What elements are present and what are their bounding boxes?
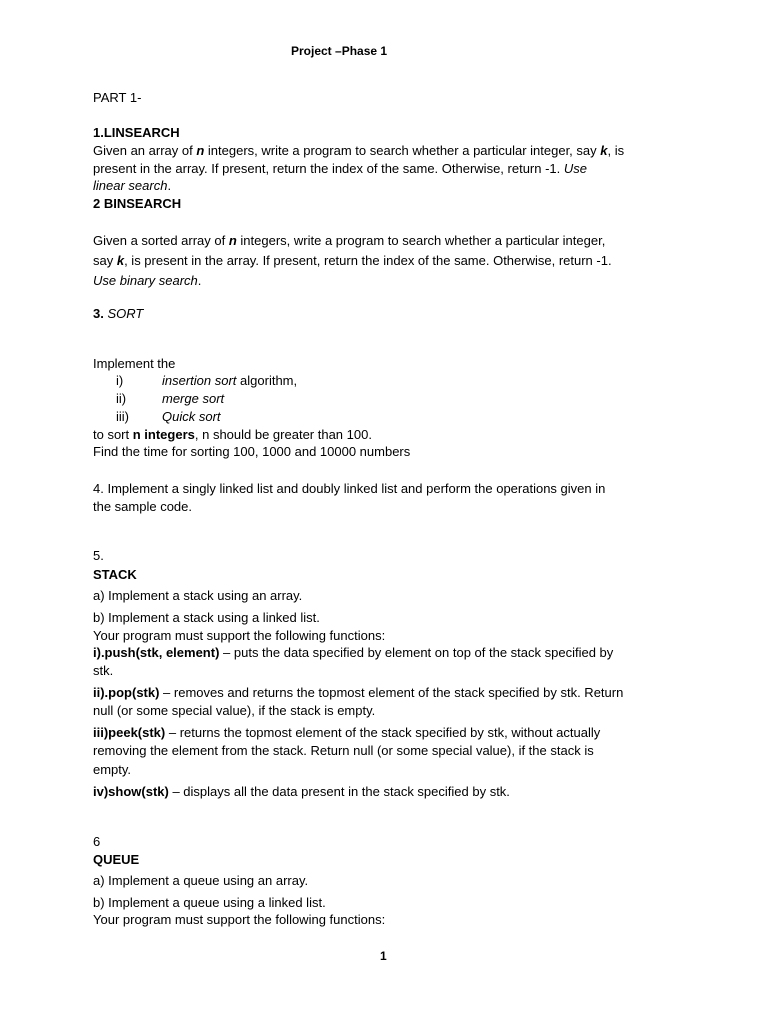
stack-support: Your program must support the following functions: — [93, 628, 386, 643]
page-number: 1 — [380, 949, 387, 963]
binsearch-heading: 2 BINSEARCH — [93, 196, 182, 211]
stack-push-cont: stk. — [93, 663, 114, 678]
stack-item-a: a) Implement a stack using an array. — [93, 588, 303, 603]
stack-push: i).push(stk, element) – puts the data specified by element on top of the stack specified by — [93, 645, 614, 660]
stack-peek-cont-2: empty. — [93, 762, 132, 777]
sort-heading: 3. SORT — [93, 306, 144, 321]
sort-line-2: Find the time for sorting 100, 1000 and 10000 numbers — [93, 444, 411, 459]
queue-heading: QUEUE — [93, 852, 140, 867]
queue-support: Your program must support the following functions: — [93, 912, 386, 927]
linsearch-line-1: Given an array of n integers, write a program to search whether a particular integer, say k, is — [93, 143, 625, 158]
stack-pop: ii).pop(stk) – removes and returns the topmost element of the stack specified by stk. Return — [93, 685, 624, 700]
linsearch-heading: 1.LINSEARCH — [93, 125, 180, 140]
queue-item-b: b) Implement a queue using a linked list. — [93, 895, 326, 910]
stack-heading: STACK — [93, 567, 137, 582]
stack-pop-cont: null (or some special value), if the stack is empty. — [93, 703, 376, 718]
linsearch-line-3: linear search. — [93, 178, 172, 193]
stack-peek: iii)peek(stk) – returns the topmost element of the stack specified by stk, without actually — [93, 725, 601, 740]
stack-item-b: b) Implement a stack using a linked list. — [93, 610, 320, 625]
page-title: Project –Phase 1 — [291, 44, 388, 58]
part-heading: PART 1- — [93, 90, 142, 105]
binsearch-line-3: Use binary search. — [93, 273, 202, 288]
stack-peek-cont: removing the element from the stack. Return null (or some special value), if the stack is — [93, 743, 594, 758]
linsearch-line-2: present in the array. If present, return the index of the same. Otherwise, return -1. Use — [93, 161, 588, 176]
binsearch-line-1: Given a sorted array of n integers, write a program to search whether a particular integer, — [93, 233, 606, 248]
stack-show: iv)show(stk) – displays all the data present in the stack specified by stk. — [93, 784, 510, 799]
linked-list-line-1: 4. Implement a singly linked list and doubly linked list and perform the operations given in — [93, 481, 606, 496]
binsearch-line-2: say k, is present in the array. If present, return the index of the same. Otherwise, return -1. — [93, 253, 612, 268]
queue-number: 6 — [93, 834, 101, 849]
linked-list-line-2: the sample code. — [93, 499, 193, 514]
sort-intro: Implement the — [93, 356, 176, 371]
stack-number: 5. — [93, 548, 104, 563]
sort-line-1: to sort n integers, n should be greater than 100. — [93, 427, 372, 442]
queue-item-a: a) Implement a queue using an array. — [93, 873, 309, 888]
